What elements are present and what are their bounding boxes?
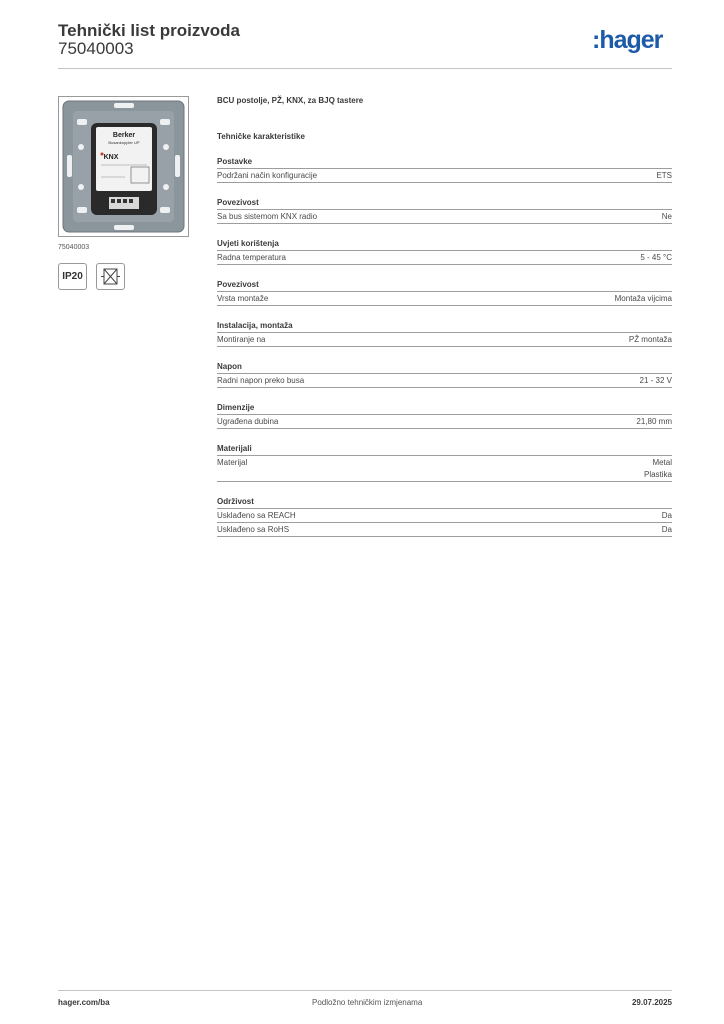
spec-value-line: Montaža vijcima (614, 294, 672, 303)
page-title: Tehnički list proizvoda (58, 21, 240, 40)
spec-group (217, 496, 672, 537)
product-title: BCU postolje, PŽ, KNX, za BJQ tastere (217, 96, 364, 105)
spec-group-title: Dimenzije (217, 402, 672, 415)
spec-value (640, 252, 672, 264)
spec-group (217, 402, 672, 429)
spec-content (217, 96, 672, 537)
spec-value (615, 293, 672, 305)
spec-group (217, 197, 672, 224)
product-image (58, 96, 189, 237)
spec-label: Materijal (217, 458, 248, 467)
spec-group (217, 156, 672, 183)
spec-value-line: PŽ montaža (628, 335, 672, 344)
spec-row (217, 169, 672, 183)
spec-value (662, 510, 672, 522)
spec-label: Podržani način konfiguracije (217, 171, 318, 180)
product-code: 75040003 (58, 39, 134, 58)
footer-website: hager.com/ba (58, 998, 110, 1007)
image-caption: 75040003 (58, 244, 90, 251)
spec-value-line: 21 - 32 V (639, 376, 672, 385)
header-divider (58, 68, 672, 69)
spec-label: Radna temperatura (217, 253, 286, 262)
spec-value-line: Plastika (643, 470, 672, 479)
spec-label: Usklađeno sa REACH (217, 511, 296, 520)
spec-value-line: Da (661, 511, 672, 520)
spec-group-title: Povezivost (217, 279, 672, 292)
spec-label: Radni napon preko busa (217, 376, 305, 385)
flush-mount-icon (96, 263, 125, 290)
spec-group (217, 443, 672, 482)
spec-groups (217, 156, 672, 537)
spec-group (217, 320, 672, 347)
spec-label: Sa bus sistemom KNX radio (217, 212, 318, 221)
spec-label: Vrsta montaže (217, 294, 269, 303)
spec-group-title: Povezivost (217, 197, 672, 210)
image-brand-label: Berker (112, 132, 136, 139)
spec-row (217, 523, 672, 537)
spec-value (662, 211, 672, 223)
spec-row (217, 374, 672, 388)
footer-date: 29.07.2025 (631, 998, 672, 1007)
spec-group-title: Instalacija, montaža (217, 320, 672, 333)
spec-value (636, 416, 672, 428)
spec-label: Montiranje na (217, 335, 266, 344)
spec-group-title: Napon (217, 361, 672, 374)
spec-label: Ugrađena dubina (217, 417, 279, 426)
spec-value-line: Metal (652, 458, 672, 467)
spec-group-title: Održivost (217, 496, 672, 509)
spec-group-title: Postavke (217, 156, 672, 169)
spec-label: Usklađeno sa RoHS (217, 525, 290, 534)
spec-row (217, 415, 672, 429)
spec-value (662, 524, 672, 536)
spec-value (629, 334, 672, 346)
spec-group-title: Materijali (217, 443, 672, 456)
spec-row (217, 509, 672, 523)
spec-row (217, 251, 672, 265)
spec-row (217, 456, 672, 482)
spec-value-line: Da (661, 525, 672, 534)
spec-value-line: 5 - 45 °C (640, 253, 672, 262)
hager-logo (592, 27, 674, 60)
image-knx-label: KNX (103, 154, 119, 161)
spec-group (217, 238, 672, 265)
spec-row (217, 333, 672, 347)
spec-row (217, 292, 672, 306)
spec-row (217, 210, 672, 224)
footer-note: Podložno tehničkim izmjenama (312, 998, 423, 1007)
footer-divider (58, 990, 672, 991)
spec-value-line: Ne (661, 212, 672, 221)
spec-value (644, 457, 672, 481)
image-sub-label: Busankoppler UP (108, 140, 140, 145)
spec-value (640, 375, 672, 387)
spec-group-title: Uvjeti korištenja (217, 238, 672, 251)
spec-value (656, 170, 672, 182)
spec-value-line: 21,80 mm (636, 417, 672, 426)
spec-heading: Tehničke karakteristike (217, 132, 305, 141)
spec-group (217, 361, 672, 388)
spec-value-line: ETS (656, 171, 672, 180)
spec-group (217, 279, 672, 306)
ip-rating-badge: IP20 (58, 263, 87, 290)
logo-text: :hager (592, 27, 663, 54)
